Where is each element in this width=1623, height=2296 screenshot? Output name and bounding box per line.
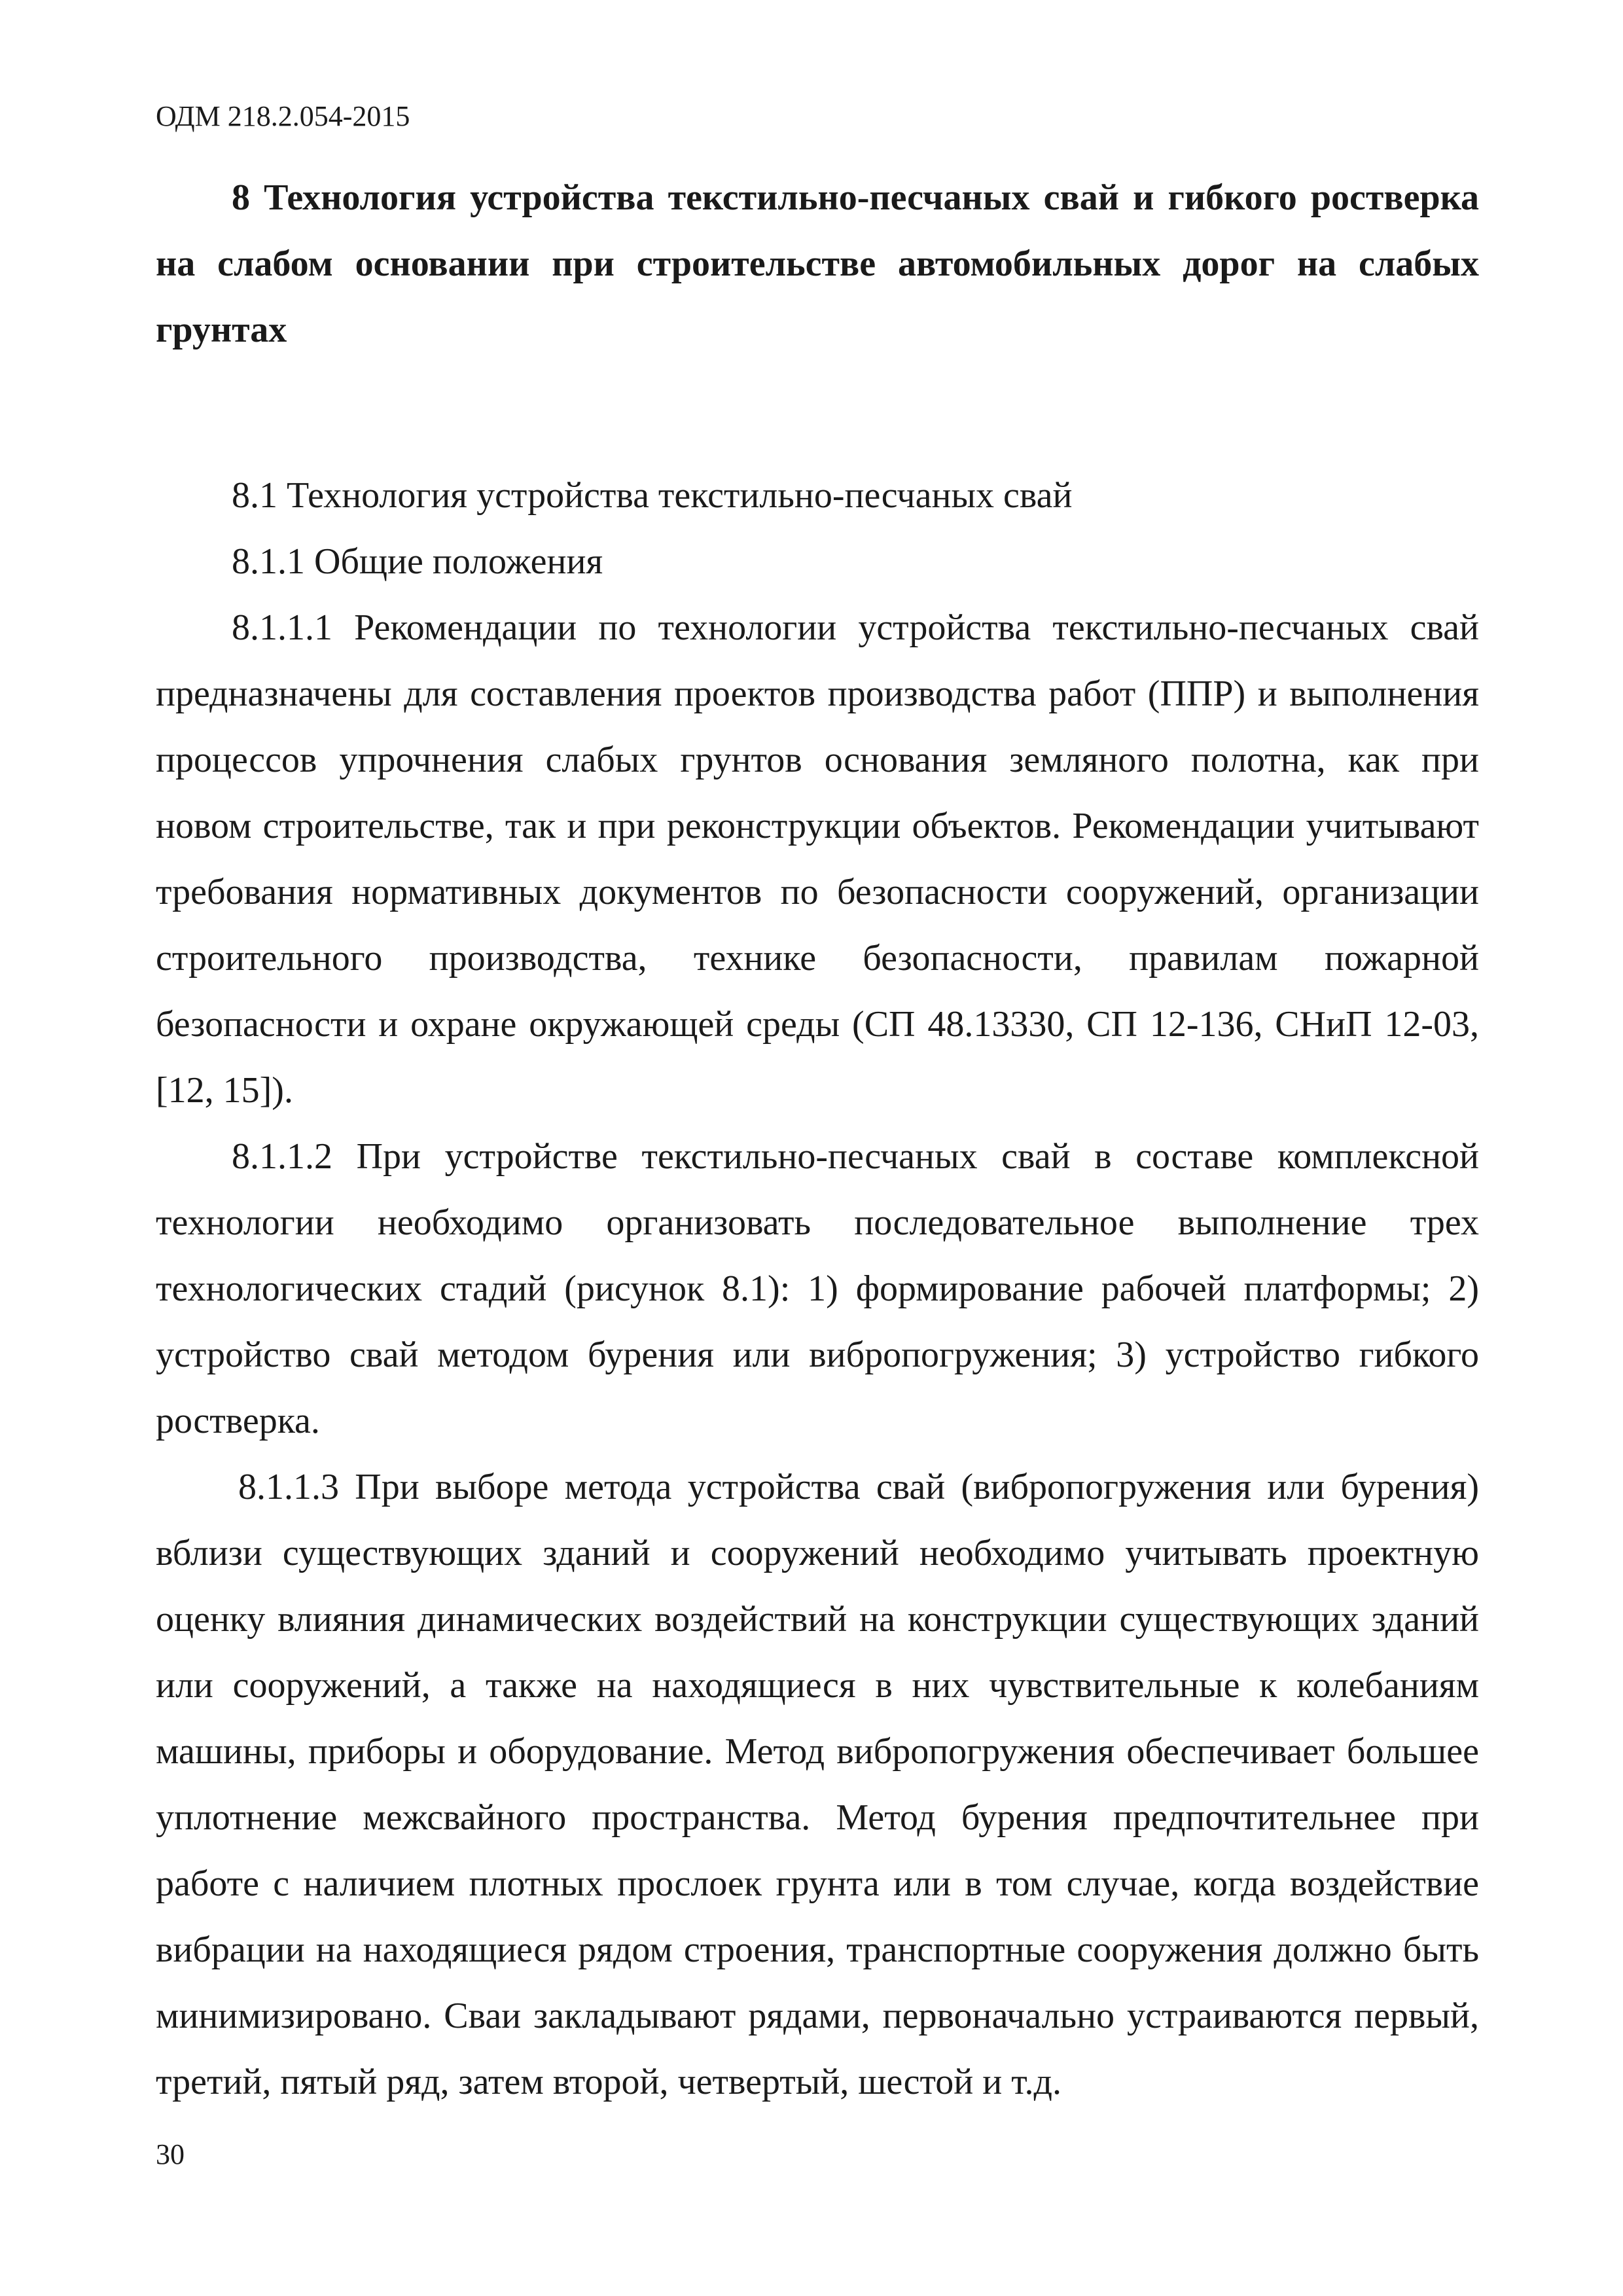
page-content xyxy=(156,165,1479,2115)
subsection-heading-8-1: 8.1 Технология устройства текстильно-песчаных свай xyxy=(232,475,1073,516)
subsection-heading-8-1-1: 8.1.1 Общие положения xyxy=(232,541,603,582)
section-title: 8 Технология устройства текстильно-песчаных свай и гибкого ростверка на слабом основании при строительстве автомобильных дорог на слабых грунтах xyxy=(156,177,1479,350)
page-number: 30 xyxy=(156,2138,185,2170)
paragraph-8-1-1-3: 8.1.1.3 При выборе метода устройства свай (вибропогружения или бурения) вблизи существующих зданий и сооружений необходимо учитывать проектную оценку влияния динамических воздействий на конструкции существующих зданий или сооружений, а также на находящиеся в них чувствительные к колебаниям машины, приборы и оборудование. Метод вибропогружения обеспечивает большее уплотнение межсвайного пространства. Метод бурения предпочтительнее при работе с наличием плотных прослоек грунта или в том случае, когда воздействие вибрации на находящиеся рядом строения, транспортные сооружения должно быть минимизировано. Сваи закладывают рядами, первоначально устраиваются первый, третий, пятый ряд, затем второй, четвертый, шестой и т.д. xyxy=(156,1467,1479,2102)
paragraph-8-1-1-2: 8.1.1.2 При устройстве текстильно-песчаных свай в составе комплексной технологии необходимо организовать последовательное выполнение трех технологических стадий (рисунок 8.1): 1) формирование рабочей платформы; 2) устройство свай методом бурения или вибропогружения; 3) устройство гибкого ростверка. xyxy=(156,1136,1479,1441)
paragraph-8-1-1-1: 8.1.1.1 Рекомендации по технологии устройства текстильно-песчаных свай предназначены для составления проектов производства работ (ППР) и выполнения процессов упрочнения слабых грунтов основания земляного полотна, как при новом строительстве, так и при реконструкции объектов. Рекомендации учитывают требования нормативных документов по безопасности сооружений, организации строительного производства, технике безопасности, правилам пожарной безопасности и охране окружающей среды (СП 48.13330, СП 12-136, СНиП 12-03, [12, 15]). xyxy=(156,607,1479,1111)
running-header: ОДМ 218.2.054-2015 xyxy=(156,100,410,132)
